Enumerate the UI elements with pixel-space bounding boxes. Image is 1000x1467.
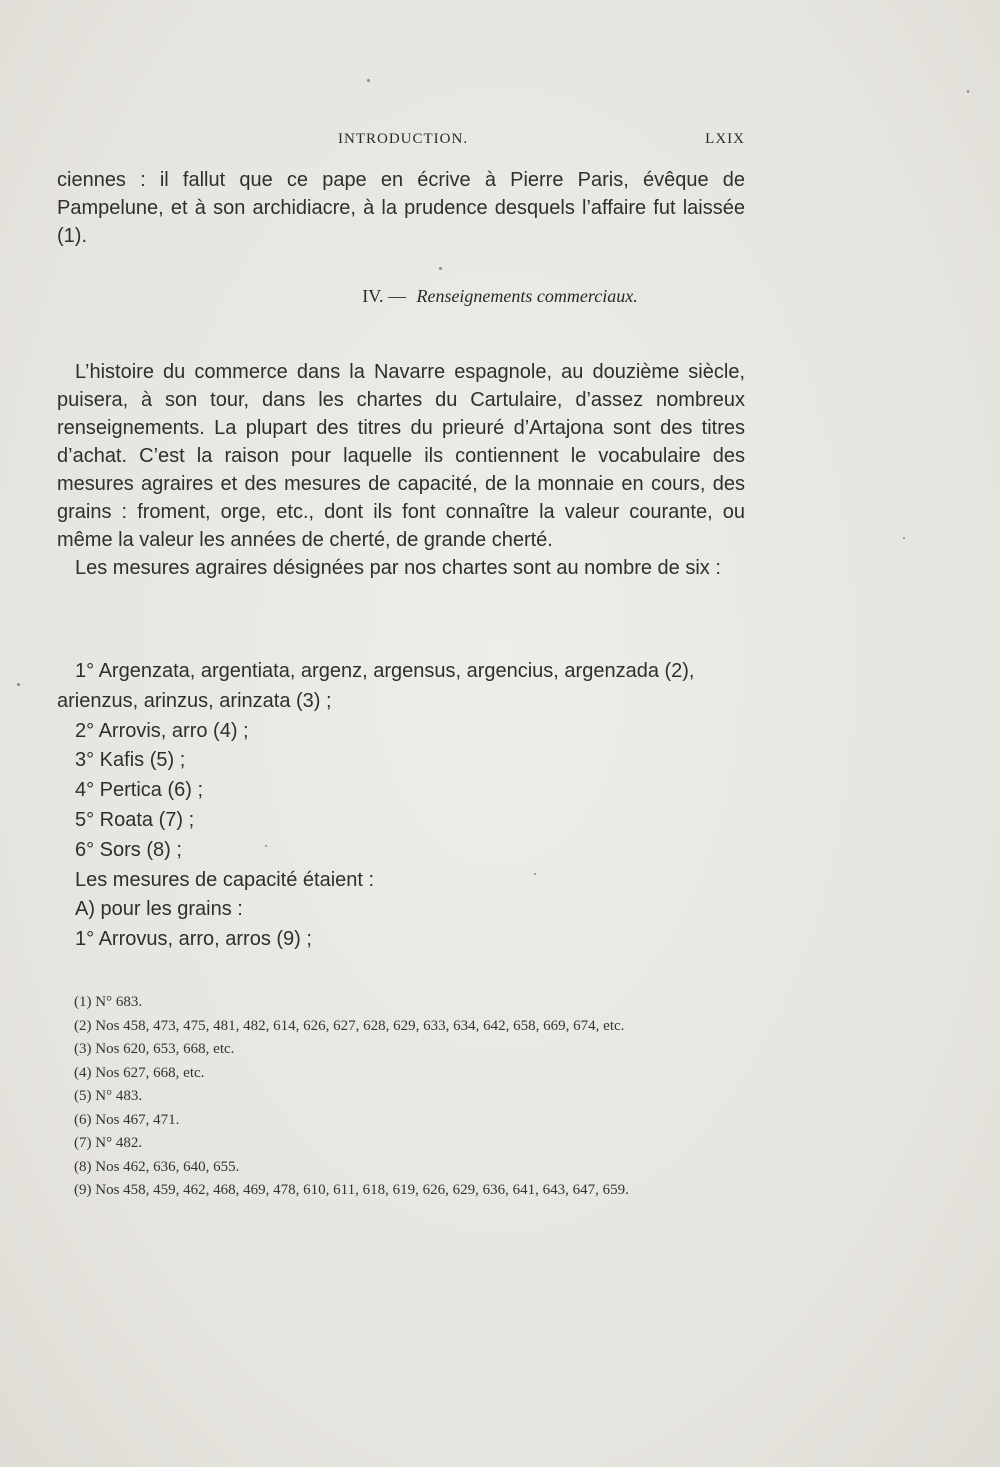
commerce-block xyxy=(57,358,745,582)
running-head xyxy=(0,131,1000,157)
list-item: arienzus, arinzus, arinzata (3) ; xyxy=(57,689,332,712)
grains-heading: A) pour les grains : xyxy=(75,898,243,921)
page-number: LXIX xyxy=(705,131,745,147)
capacity-intro: Les mesures de capacité étaient : xyxy=(75,868,375,891)
list-item: 1° Argenzata, argentiata, argenz, argensus, argencius, argenzada (2), xyxy=(75,660,695,682)
paragraph-agraires: Les mesures agraires désignées par nos chartes sont au nombre de six : xyxy=(75,557,721,579)
speck xyxy=(903,537,905,539)
footnotes xyxy=(74,991,764,1203)
list-item: 2° Arrovis, arro (4) ; xyxy=(75,719,249,742)
list-item: 5° Roata (7) ; xyxy=(75,808,195,831)
footnote: (5) N° 483. xyxy=(74,1088,143,1104)
section-title: Renseignements commerciaux. xyxy=(416,286,638,306)
list-item: 3° Kafis (5) ; xyxy=(75,749,186,772)
footnote: (2) Nos 458, 473, 475, 481, 482, 614, 626, 627, 628, 629, 633, 634, 642, 658, 669, 674, etc. xyxy=(74,1017,625,1034)
speck xyxy=(265,845,267,847)
measures-list xyxy=(57,657,757,955)
footnote: (8) Nos 462, 636, 640, 655. xyxy=(74,1158,240,1175)
speck xyxy=(534,873,536,875)
speck xyxy=(367,79,370,82)
footnote: (3) Nos 620, 653, 668, etc. xyxy=(74,1041,235,1057)
speck xyxy=(17,683,20,686)
footnote: (6) Nos 467, 471. xyxy=(74,1111,180,1128)
footnote: (9) Nos 458, 459, 462, 468, 469, 478, 610, 611, 618, 619, 626, 629, 636, 641, 643, 647, 659. xyxy=(74,1182,629,1198)
footnote: (1) N° 683. xyxy=(74,994,143,1010)
section-heading xyxy=(0,286,1000,307)
list-item: 6° Sors (8) ; xyxy=(75,838,182,861)
speck xyxy=(967,90,969,93)
speck xyxy=(439,267,442,270)
paragraph-commerce: L’histoire du commerce dans la Navarre espagnole, au douzième siècle, puisera, à son tour, dans les chartes du Cartulaire, d’assez nombreux renseignements. La plupart des titres du prieuré d’Artajona sont des titres d’achat. C’est la raison pour laquelle ils contiennent le vocabulaire des mesures agraires et des mesures de capacité, de la monnaie en cours, des grains : froment, orge, etc., dont ils font connaître la valeur courante, ou même la valeur les années de cherté, de grande cherté. xyxy=(57,361,745,551)
footnote: (7) N° 482. xyxy=(74,1135,143,1151)
footnote: (4) Nos 627, 668, etc. xyxy=(74,1064,205,1081)
running-title: INTRODUCTION. xyxy=(338,131,469,147)
list-item: 4° Pertica (6) ; xyxy=(75,779,204,802)
paragraph-continued: ciennes : il fallut que ce pape en écrive à Pierre Paris, évêque de Pampelune, et à son archidiacre, à la prudence desquels l’affaire fut laissée (1). xyxy=(57,169,745,247)
section-number: IV. — xyxy=(362,286,406,306)
list-item: 1° Arrovus, arro, arros (9) ; xyxy=(75,928,312,951)
